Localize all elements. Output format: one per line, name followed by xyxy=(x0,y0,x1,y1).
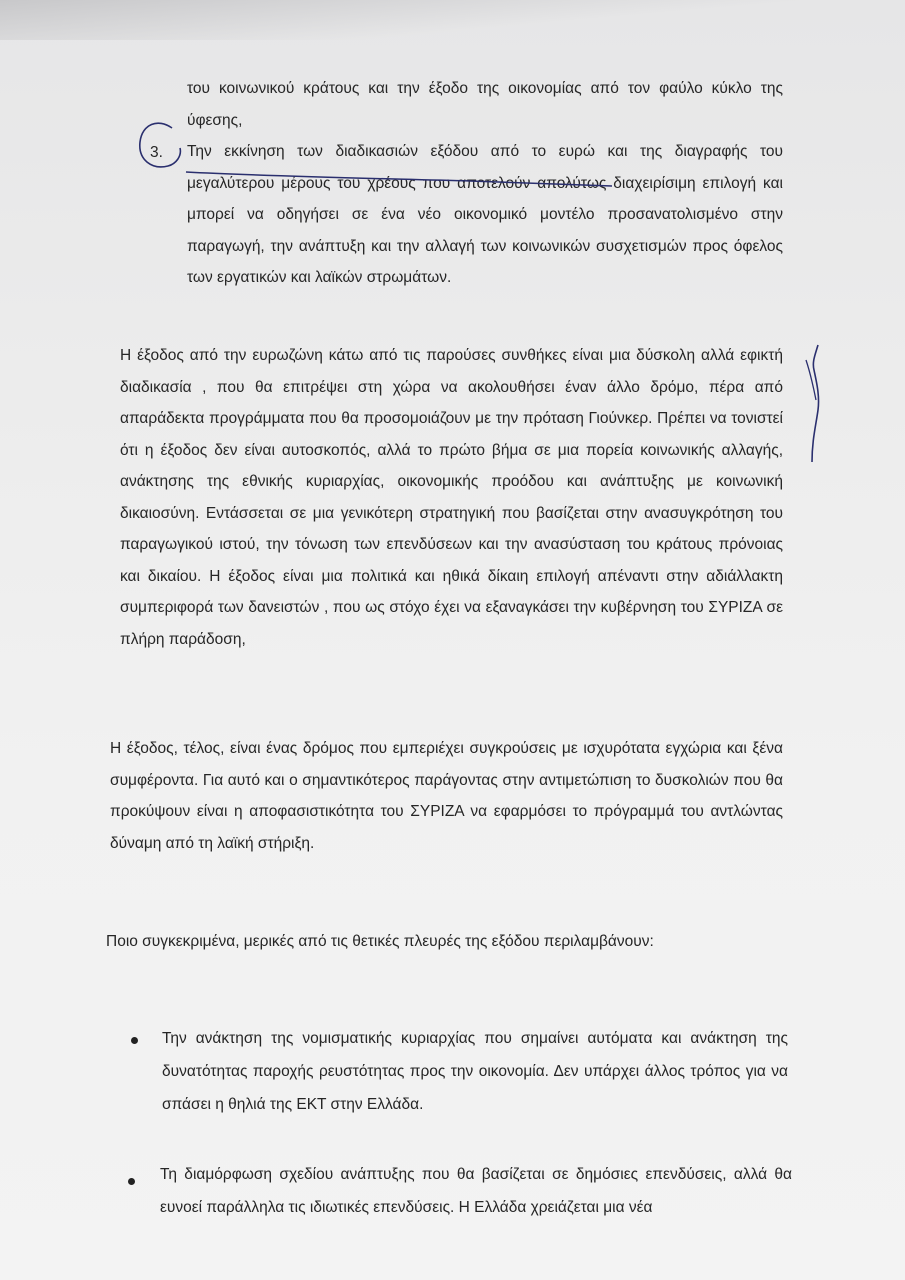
bullet-item-monetary: Την ανάκτηση της νομισματικής κυριαρχίας που σημαίνει αυτόματα και ανάκτηση της δυνατότητας παροχής ρευστότητας προς την οικονομία. Δεν υπάρχει άλλος τρόπος για να σπάσει η θηλιά της ΕΚΤ στην Ελλάδα. xyxy=(162,1030,788,1113)
bullet-dot xyxy=(131,1037,138,1044)
page-shadow xyxy=(0,0,905,40)
paragraph-conflicts: Η έξοδος, τέλος, είναι ένας δρόμος που εμπεριέχει συγκρούσεις με ισχυρότατα εγχώρια και ξένα συμφέροντα. Για αυτό και ο σημαντικότερος παράγοντας στην αντιμετώπιση το δυσκολιών που θα προκύψουν είναι η αποφασιστικότητα του ΣΥΡΙΖΑ να εφαρμόσει το πρόγραμμά του αντλώντας δύναμη από τη λαϊκή στήριξη. xyxy=(110,740,783,852)
paragraph-positive-sides: Ποιο συγκεκριμένα, μερικές από τις θετικές πλευρές της εξόδου περιλαμβάνουν: xyxy=(106,933,654,950)
item-3-text: Την εκκίνηση των διαδικασιών εξόδου από το ευρώ και της διαγραφής του μεγαλύτερου μέρους του χρέους που αποτελούν απολύτως διαχειρίσιμη επιλογή και μπορεί να οδηγήσει σε ένα νέο οικονομικό μοντέλο προσανατολισμένο στην παραγωγή, την ανάπτυξη και την αλλαγή των κοινωνικών συσχετισμών προς όφελος των εργατικών και λαϊκών στρωμάτων. xyxy=(187,143,783,286)
item-3-number: 3. xyxy=(150,144,163,161)
paragraph-intro-text: του κοινωνικού κράτους και την έξοδο της οικονομίας από τον φαύλο κύκλο της ύφεσης, xyxy=(187,80,783,129)
bullet-item-development: Τη διαμόρφωση σχεδίου ανάπτυξης που θα βασίζεται σε δημόσιες επενδύσεις, αλλά θα ευνοεί παράλληλα τις ιδιωτικές επενδύσεις. Η Ελλάδα χρειάζεται μια νέα xyxy=(160,1166,792,1216)
margin-mark-annotation xyxy=(806,360,816,400)
margin-mark-annotation xyxy=(812,345,819,462)
paragraph-intro xyxy=(187,73,783,294)
bullet-dot xyxy=(128,1178,135,1185)
paragraph-eurozone-exit: Η έξοδος από την ευρωζώνη κάτω από τις παρούσες συνθήκες είναι μια δύσκολη αλλά εφικτή διαδικασία , που θα επιτρέψει στη χώρα να ακολουθήσει έναν άλλο δρόμο, πέρα από απαράδεκτα προγράμματα που θα προσομοιάζουν με την πρόταση Γιούνκερ. Πρέπει να τονιστεί ότι η έξοδος δεν είναι αυτοσκοπός, αλλά το πρώτο βήμα σε μια πορεία κοινωνικής αλλαγής, ανάκτησης της εθνικής κυριαρχίας, οικονομικής προόδου και ανάπτυξης με κοινωνική δικαιοσύνη. Εντάσσεται σε μια γενικότερη στρατηγική που βασίζεται στην ανασυγκρότηση του παραγωγικού ιστού, την τόνωση των επενδύσεων και την ανασύσταση του κράτους πρόνοιας και δικαίου. Η έξοδος είναι μια πολιτικά και ηθικά δίκαιη επιλογή απέναντι στην αδιάλλακτη συμπεριφορά των δανειστών , που ως στόχο έχει να εξαναγκάσει την κυβέρνηση του ΣΥΡΙΖΑ σε πλήρη παράδοση, xyxy=(120,347,783,648)
